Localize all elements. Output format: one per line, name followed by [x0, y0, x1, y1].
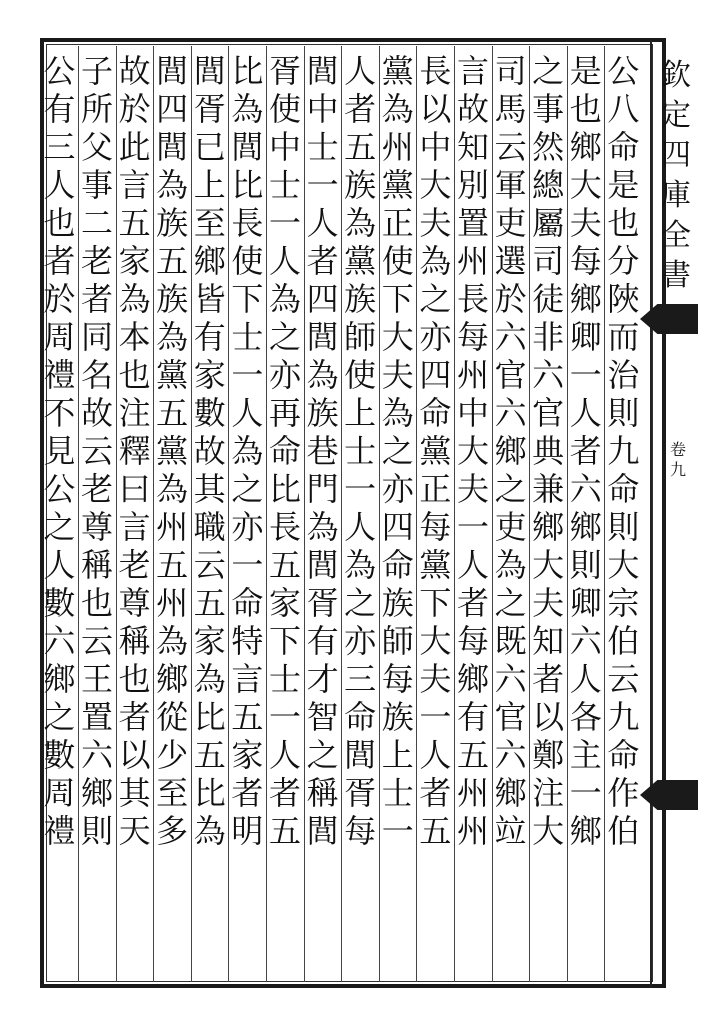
text-column: 長 以 中 大 夫 為 之 亦 四 命 黨 正 每 黨 下 大 夫 一 人 者 五 — [419, 52, 452, 850]
column-rule — [116, 46, 117, 982]
column-rule — [492, 46, 493, 982]
column-rule — [153, 46, 154, 982]
column-rule — [567, 46, 568, 982]
column-rule — [416, 46, 417, 982]
text-column: 故 於 此 言 五 家 為 本 也 注 釋 曰 言 老 尊 稱 也 者 以 其 天 — [118, 52, 151, 850]
margin-title-char: 書 — [661, 258, 691, 293]
margin-title-char: 全 — [661, 218, 691, 253]
column-rule — [78, 46, 79, 982]
column-rule — [454, 46, 455, 982]
column-rule — [529, 46, 530, 982]
text-column: 公 有 三 人 也 者 於 周 禮 不 見 公 之 人 數 六 鄉 之 數 周 禮 — [43, 52, 76, 850]
text-column: 言 故 知 別 置 州 長 每 州 中 大 夫 一 人 者 每 鄉 有 五 州 州 — [456, 52, 489, 850]
column-rule — [228, 46, 229, 982]
text-column: 閭 胥 已 上 至 鄉 皆 有 家 數 故 其 職 云 五 家 為 比 五 比 為 — [193, 52, 226, 850]
margin-book-title — [656, 56, 696, 296]
column-rule — [304, 46, 305, 982]
text-column: 比 為 閭 比 長 使 下 士 一 人 為 之 亦 一 命 特 言 五 家 者 明 — [231, 52, 264, 850]
volume-label — [664, 440, 692, 480]
margin-title-char: 四 — [661, 138, 691, 173]
volume-char: 九 — [669, 460, 686, 479]
text-column: 之 事 然 總 屬 司 徒 非 六 官 典 兼 鄉 大 夫 知 者 以 鄭 注 大 — [532, 52, 565, 850]
text-column: 司 馬 云 軍 吏 選 於 六 官 六 鄉 之 吏 為 之 既 六 官 六 鄉 竝 — [494, 52, 527, 850]
column-rule — [266, 46, 267, 982]
text-column: 胥 使 中 士 一 人 為 之 亦 再 命 比 長 五 家 下 士 一 人 者 五 — [268, 52, 301, 850]
text-column: 子 所 父 事 二 老 者 同 名 故 云 老 尊 稱 也 云 王 置 六 鄉 則 — [80, 52, 113, 850]
column-rule — [191, 46, 192, 982]
text-column: 閭 中 士 一 人 者 四 閭 為 族 巷 門 為 閭 胥 有 才 智 之 稱 閭 — [306, 52, 339, 850]
volume-char: 卷 — [669, 440, 686, 459]
column-rule — [604, 46, 605, 982]
margin-title-char: 庫 — [661, 178, 691, 213]
text-column: 公 八 命 是 也 分 陜 而 治 則 九 命 則 大 宗 伯 云 九 命 作 伯 — [607, 52, 640, 850]
text-column: 黨 為 州 黨 正 使 下 大 夫 為 之 亦 四 命 族 師 每 族 上 士 一 — [381, 52, 414, 850]
text-column: 人 者 五 族 為 黨 族 師 使 上 士 一 人 為 之 亦 三 命 閭 胥 每 — [344, 52, 377, 850]
column-rule — [379, 46, 380, 982]
margin-title-char: 定 — [661, 98, 691, 133]
text-column: 閭 四 閭 為 族 五 族 為 黨 五 黨 為 州 五 州 為 鄉 從 少 至 多 — [156, 52, 189, 850]
margin-title-char: 欽 — [661, 58, 691, 93]
column-rule — [341, 46, 342, 982]
text-column: 是 也 鄉 大 夫 每 鄉 卿 一 人 者 六 鄉 則 卿 六 人 各 主 一 鄉 — [569, 52, 602, 850]
